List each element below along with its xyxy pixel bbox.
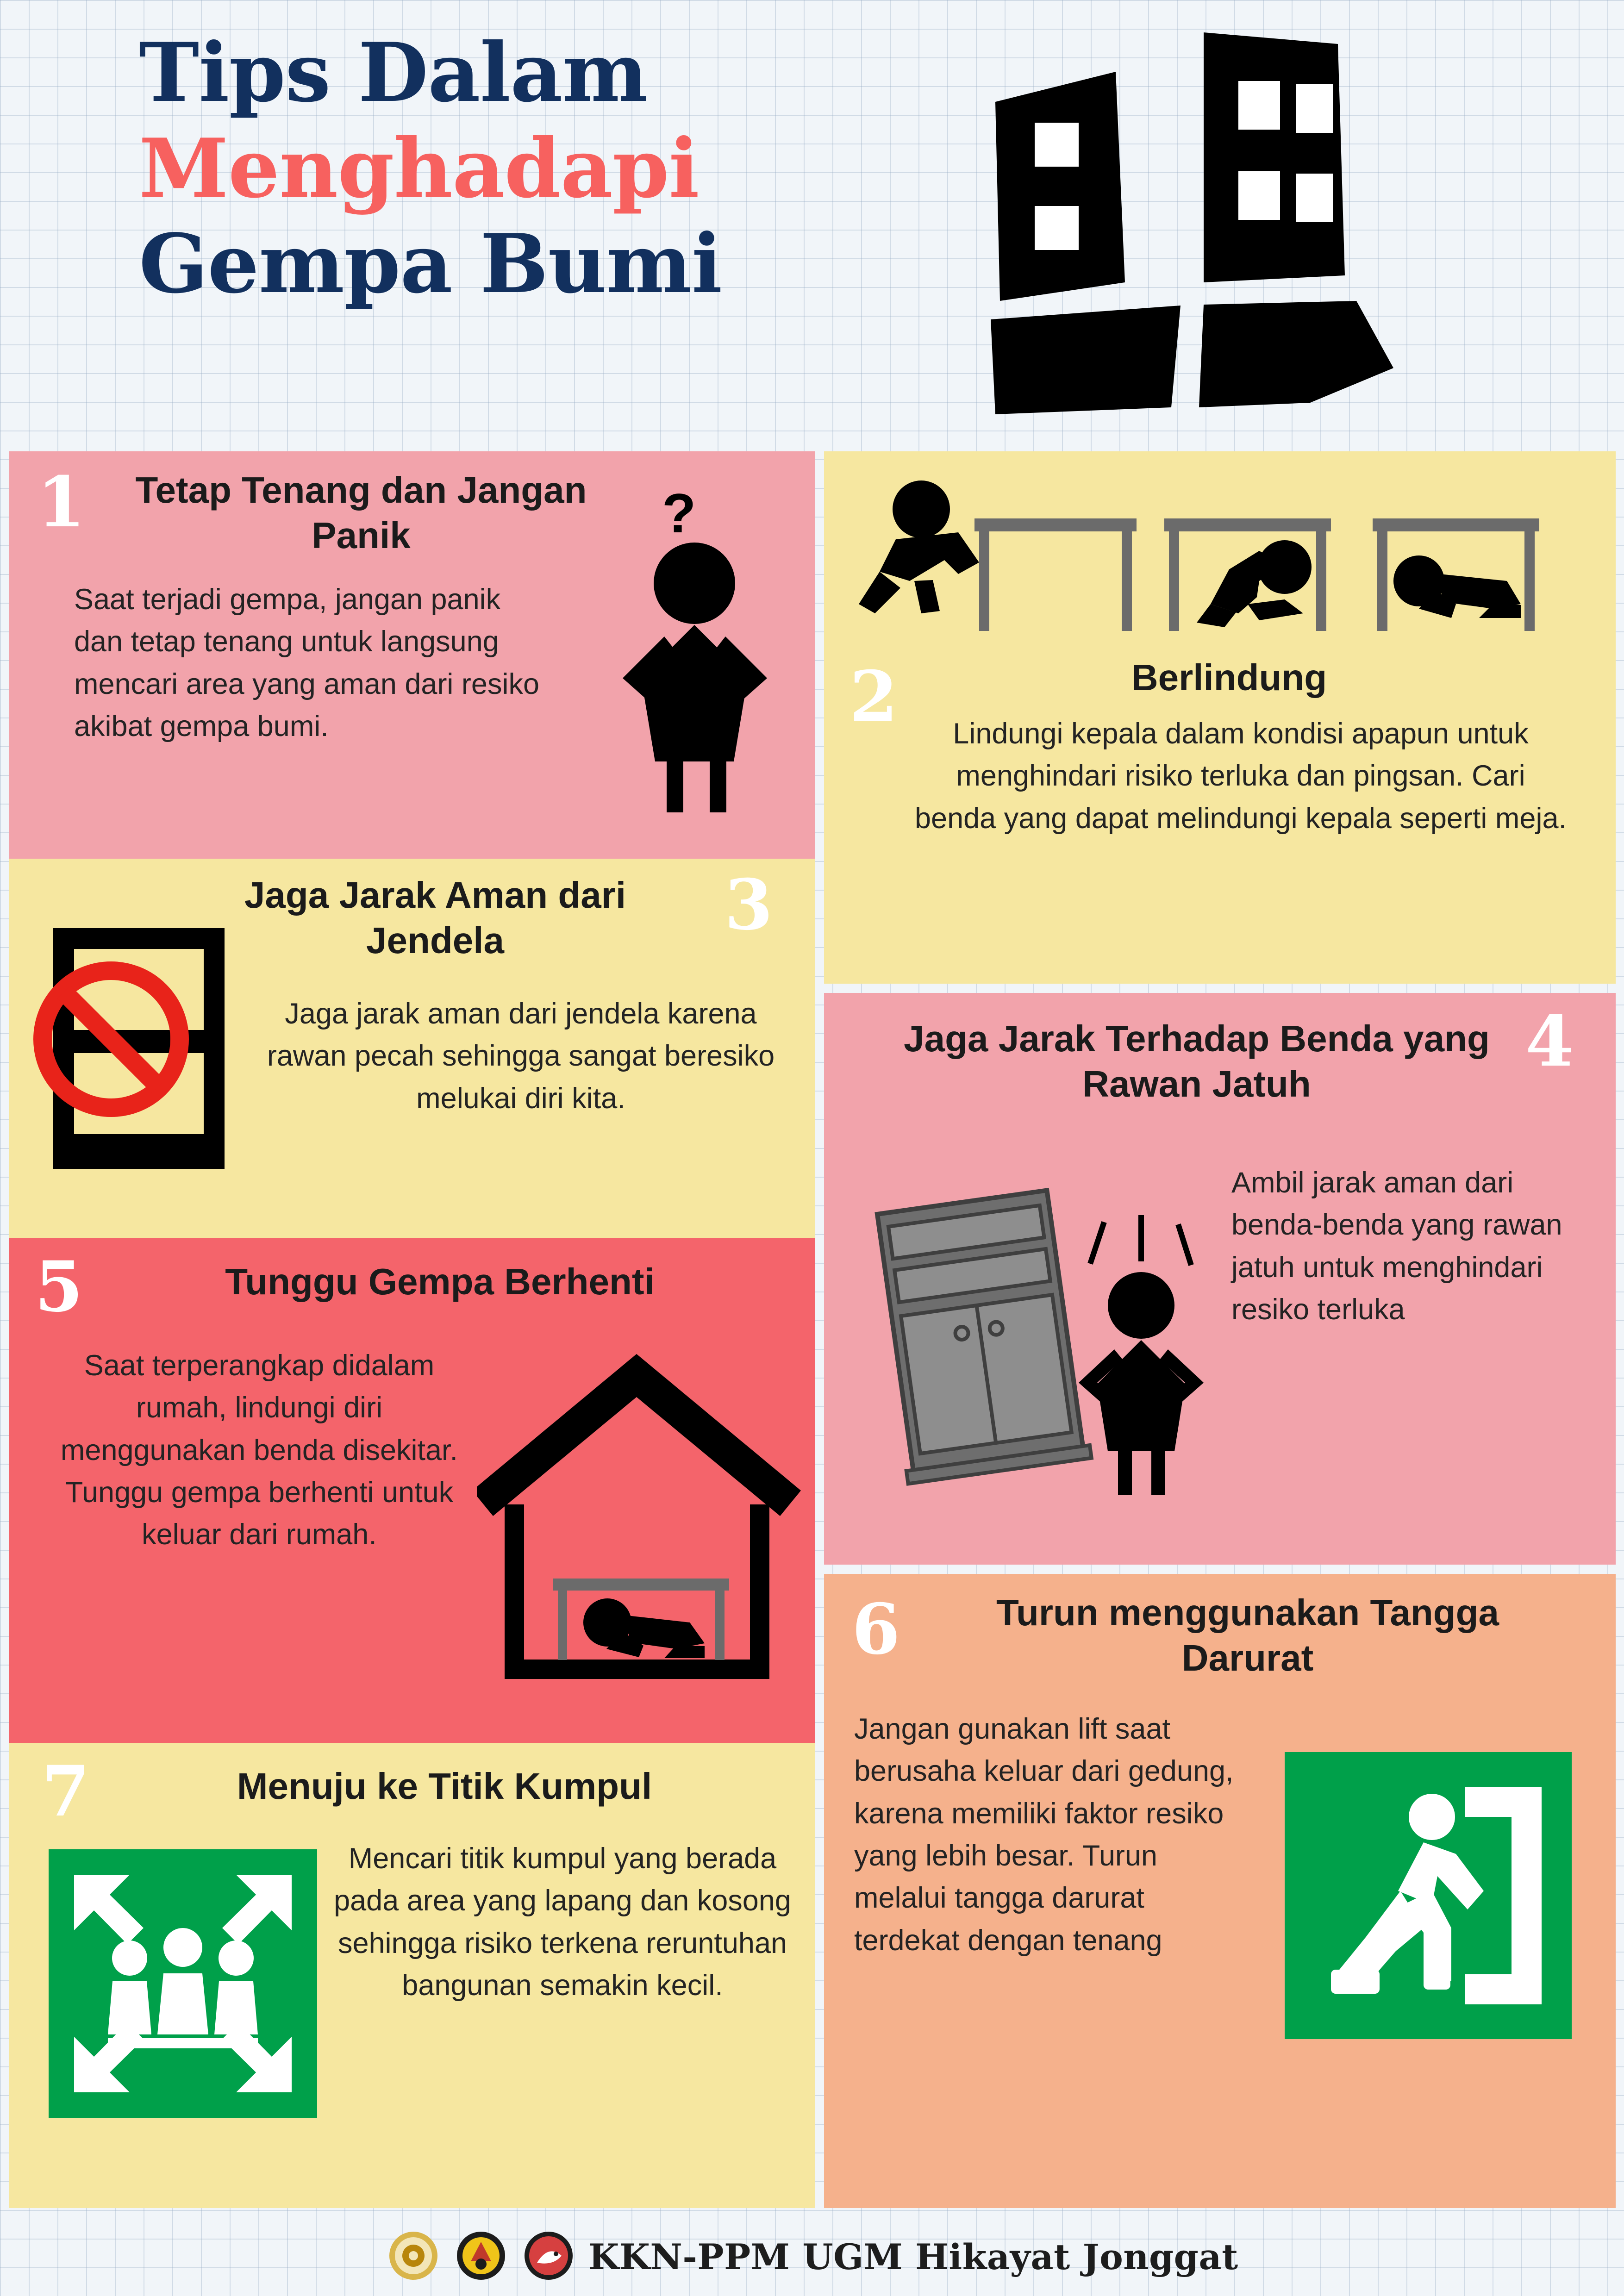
hikayat-jonggat-logo bbox=[521, 2228, 576, 2286]
title-line-3: Gempa Bumi bbox=[139, 217, 722, 312]
card-7-title: Menuju ke Titik Kumpul bbox=[237, 1766, 652, 1807]
ugm-logo bbox=[386, 2228, 441, 2286]
card-5-body: Saat terperangkap didalam rumah, lindungi diri menggunakan benda disekitar. Tunggu gempa berhenti untuk keluar dari rumah. bbox=[60, 1349, 458, 1551]
card-1-body: Saat terjadi gempa, jangan panik dan tetap tenang untuk langsung mencari area yang aman dari resiko akibat gempa bumi. bbox=[74, 583, 539, 743]
card-7-number: 7 bbox=[42, 1751, 90, 1832]
card-3-number: 3 bbox=[725, 864, 773, 946]
header bbox=[0, 0, 1624, 447]
card-5-title: Tunggu Gempa Berhenti bbox=[225, 1261, 655, 1302]
card-4-title: Jaga Jarak Terhadap Benda yang Rawan Jatuh bbox=[904, 1018, 1490, 1104]
card-2-body: Lindungi kepala dalam kondisi apapun untuk menghindari risiko terluka dan pingsan. Cari benda yang dapat melindungi kepala seperti meja. bbox=[915, 718, 1567, 835]
cracked-buildings-icon bbox=[986, 23, 1481, 430]
title-line-1: Tips Dalam bbox=[139, 25, 648, 120]
card-3 bbox=[9, 859, 815, 1238]
kkn-ppm-logo bbox=[453, 2228, 509, 2286]
card-6 bbox=[824, 1574, 1616, 2208]
emergency-exit-icon bbox=[1285, 1752, 1572, 2039]
card-6-number: 6 bbox=[852, 1589, 900, 1670]
card-2-number: 2 bbox=[849, 656, 898, 737]
house-shelter-icon bbox=[477, 1338, 815, 1690]
card-4-number: 4 bbox=[1525, 1001, 1574, 1082]
card-2 bbox=[824, 451, 1616, 984]
card-4 bbox=[824, 993, 1616, 1565]
assembly-point-icon bbox=[49, 1849, 317, 2118]
card-4-body: Ambil jarak aman dari benda-benda yang rawan jatuh untuk menghindari resiko terluka bbox=[1231, 1167, 1562, 1326]
card-1-title: Tetap Tenang dan Jangan Panik bbox=[135, 469, 587, 556]
card-6-title: Turun menggunakan Tangga Darurat bbox=[996, 1592, 1499, 1678]
card-3-title: Jaga Jarak Aman dari Jendela bbox=[244, 874, 626, 961]
card-1-number: 1 bbox=[37, 462, 86, 543]
card-2-title: Berlindung bbox=[1131, 657, 1327, 698]
card-3-body: Jaga jarak aman dari jendela karena rawan pecah sehingga sangat beresiko melukai diri kita. bbox=[267, 998, 775, 1115]
card-7-body: Mencari titik kumpul yang berada pada area yang lapang dan kosong sehingga risiko terkena reruntuhan bangunan semakin kecil. bbox=[334, 1842, 791, 2002]
footer bbox=[0, 2217, 1624, 2296]
page-title bbox=[139, 25, 981, 312]
confused-person-icon bbox=[595, 484, 799, 817]
card-6-body: Jangan gunakan lift saat berusaha keluar dari gedung, karena memiliki faktor resiko yang lebih besar. Turun melalui tangga darurat terdekat dengan tenang bbox=[854, 1713, 1234, 1957]
take-cover-under-table-icon bbox=[840, 465, 1599, 650]
falling-cabinet-icon bbox=[845, 1146, 1275, 1530]
footer-text: KKN-PPM UGM Hikayat Jonggat bbox=[588, 2236, 1238, 2277]
card-5-number: 5 bbox=[35, 1246, 83, 1328]
no-window-prohibited-icon bbox=[28, 905, 250, 1192]
card-1 bbox=[9, 451, 815, 859]
card-5 bbox=[9, 1238, 815, 1743]
card-7 bbox=[9, 1743, 815, 2208]
title-line-2: Menghadapi bbox=[139, 121, 699, 216]
svg-text:?: ? bbox=[662, 484, 696, 544]
